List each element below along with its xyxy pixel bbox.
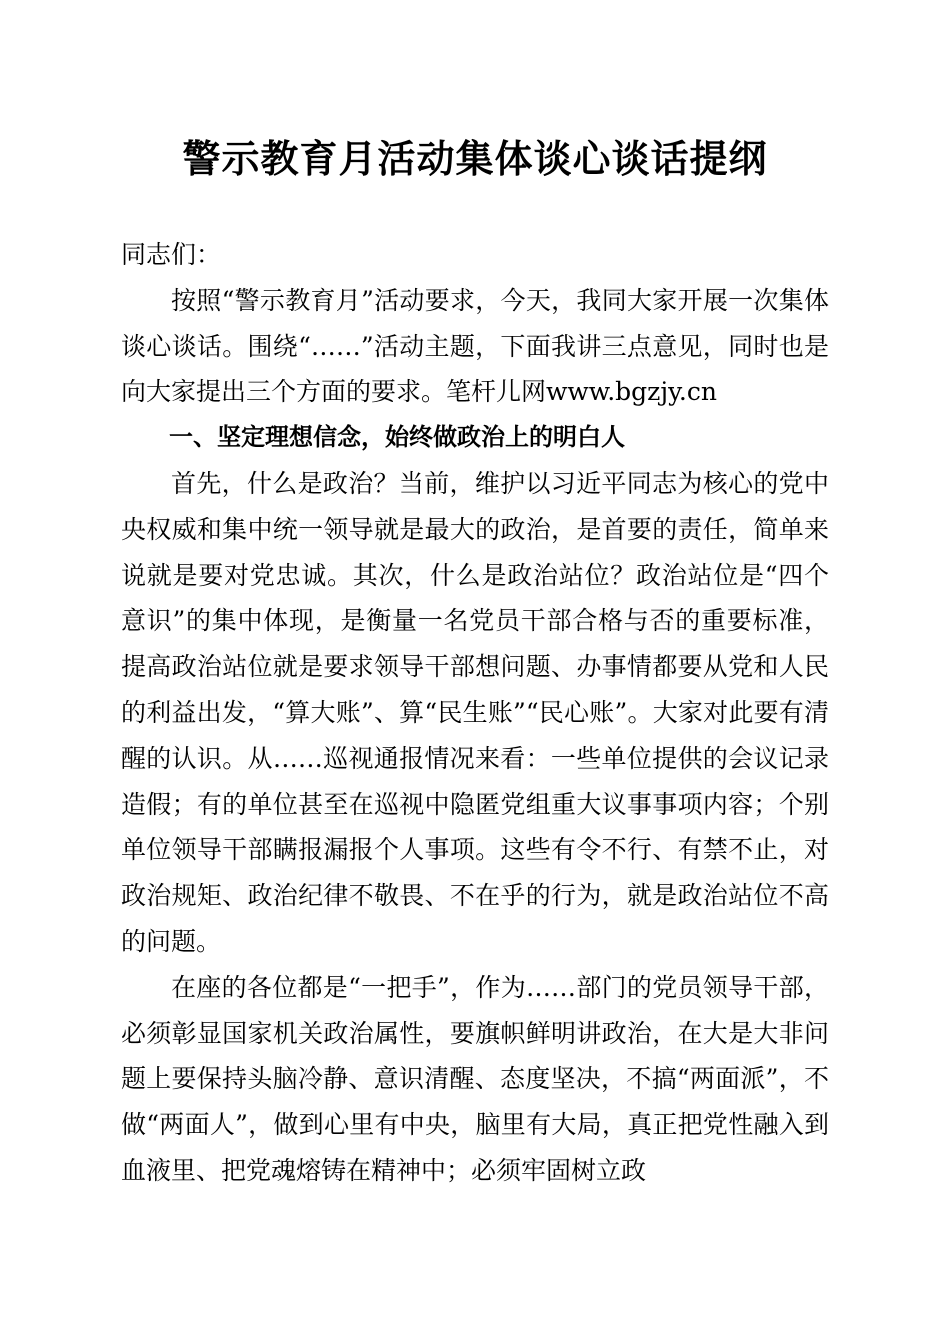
- body-paragraph-2: 在座的各位都是“一把手”，作为……部门的党员领导干部，必须彰显国家机关政治属性，要旗帜鲜明讲政治，在大是大非问题上要保持头脑冷静、意识清醒、态度坚决，不搞“两面派”，不做“两面人”，做到心里有中央，脑里有大局，真正把党性融入到血液里、把党魂熔铸在精神中；必须牢固树立政: [121, 972, 829, 1185]
- document-body: [121, 232, 829, 1194]
- document-title: 警示教育月活动集体谈心谈话提纲: [182, 136, 768, 181]
- salutation: 同志们：: [121, 240, 222, 269]
- section-heading-1: 一、坚定理想信念，始终做政治上的明白人: [169, 423, 625, 452]
- intro-paragraph: 按照“警示教育月”活动要求，今天，我同大家开展一次集体谈心谈话。围绕“……”活动主题，下面我讲三点意见，同时也是向大家提出三个方面的要求。笔杆儿网www.bgzjy.cn: [121, 285, 829, 407]
- body-paragraph-1: 首先，什么是政治？当前，维护以习近平同志为核心的党中央权威和集中统一领导就是最大的政治，是首要的责任，简单来说就是要对党忠诚。其次，什么是政治站位？政治站位是“四个意识”的集中体现，是衡量一名党员干部合格与否的重要标准，提高政治站位就是要求领导干部想问题、办事情都要从党和人民的利益出发，“算大账”、算“民生账”“民心账”。大家对此要有清醒的认识。从……巡视通报情况来看：一些单位提供的会议记录造假；有的单位甚至在巡视中隐匿党组重大议事事项内容；个别单位领导干部瞒报漏报个人事项。这些有令不行、有禁不止，对政治规矩、政治纪律不敬畏、不在乎的行为，就是政治站位不高的问题。: [121, 468, 829, 956]
